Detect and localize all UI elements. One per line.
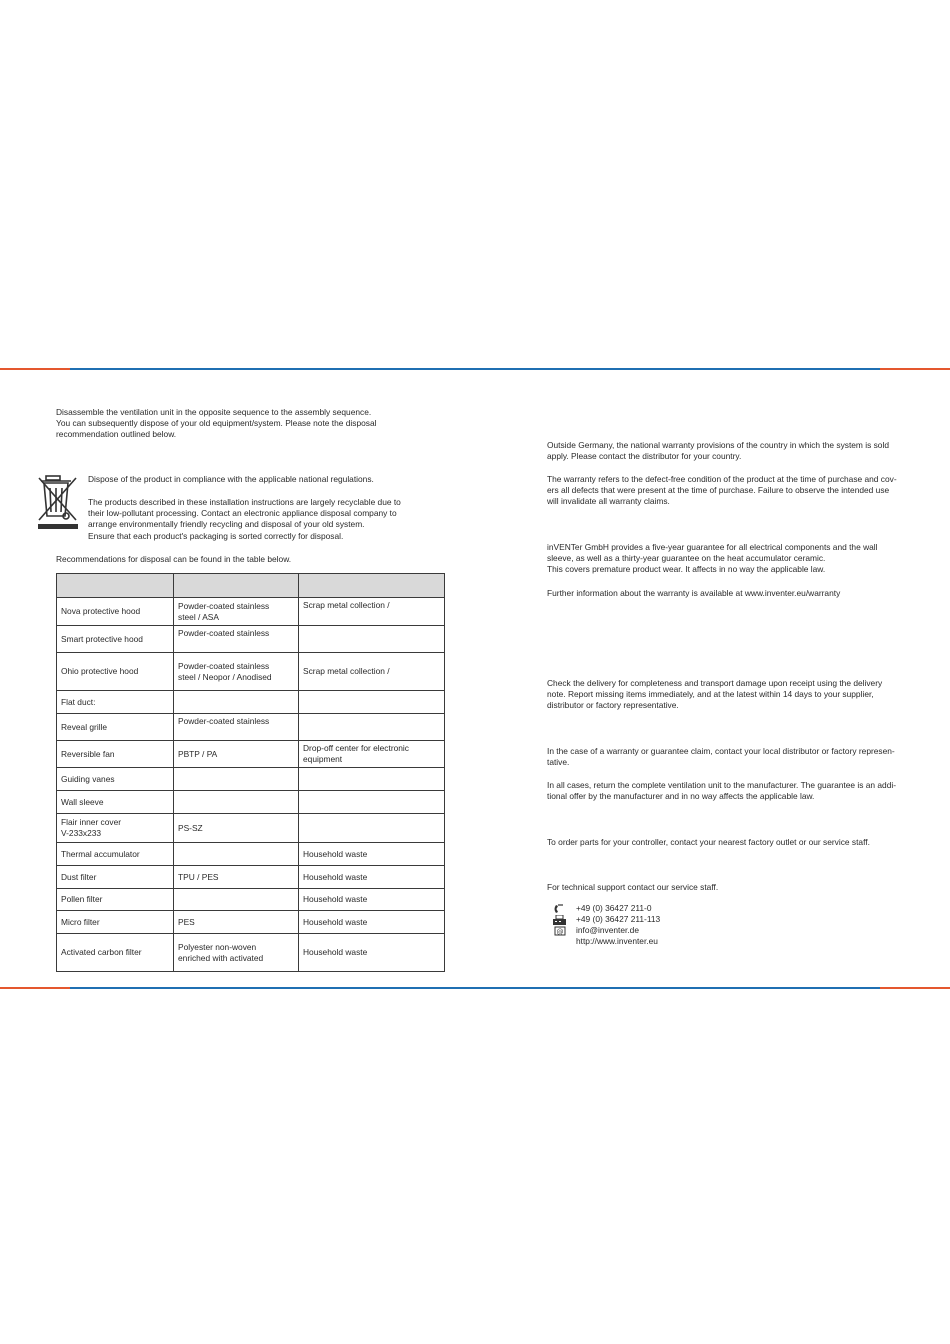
table-row (57, 843, 445, 866)
warranty-abroad: Outside Germany, the national warranty provisions of the country in which the system is sold apply. Please contact the distributor for your country. (547, 440, 889, 462)
table-row (57, 934, 445, 972)
table-cell-disposal (299, 714, 445, 741)
contact-email[interactable]: info@inventer.de (576, 925, 639, 935)
table-cell-material: PS-SZ (174, 814, 299, 843)
table-cell-material: Polyester non-woven enriched with activated (174, 934, 299, 972)
table-cell-disposal (299, 814, 445, 843)
table-cell-material: PES (174, 911, 299, 934)
table-cell-component: Reversible fan (57, 741, 174, 768)
table-cell-component: Dust filter (57, 866, 174, 889)
table-row (57, 691, 445, 714)
table-row (57, 653, 445, 691)
email-icon (552, 926, 568, 936)
contact-website[interactable]: http://www.inventer.eu (576, 936, 658, 946)
table-cell-disposal: Drop-off center for electronic equipment (299, 741, 445, 768)
table-cell-material: Powder-coated stainless steel / Neopor / Anodised (174, 653, 299, 691)
table-row (57, 791, 445, 814)
contact-web-row (552, 936, 660, 947)
table-cell-material: Powder-coated stainless (174, 714, 299, 741)
delivery-check: Check the delivery for completeness and transport damage upon receipt using the delivery note. Report missing items immediately, and at the latest within 14 days to your supplier, distributor or factory representative. (547, 678, 883, 711)
table-cell-material (174, 768, 299, 791)
crossed-out-bin-icon (36, 472, 80, 532)
table-row (57, 866, 445, 889)
table-cell-disposal (299, 626, 445, 653)
table-row (57, 626, 445, 653)
table-cell-material (174, 691, 299, 714)
phone-icon (552, 904, 568, 914)
guarantee-text: inVENTer GmbH provides a five-year guarantee for all electrical components and the wall sleeve, as well as a thirty-year guarantee on the heat accumulator ceramic. This covers premature product wear. It affects in no way the applicable law. (547, 542, 878, 575)
parts-order-text: To order parts for your controller, contact your nearest factory outlet or our service staff. (547, 837, 870, 847)
table-cell-component: Flair inner cover V-233x233 (57, 814, 174, 843)
bottom-rule (0, 987, 950, 989)
fax-icon (552, 915, 568, 925)
table-cell-component: Wall sleeve (57, 791, 174, 814)
contact-fax-row (552, 914, 660, 925)
table-cell-component: Smart protective hood (57, 626, 174, 653)
table-cell-disposal (299, 791, 445, 814)
disposal-regulations: Dispose of the product in compliance with the applicable national regulations. (88, 474, 374, 484)
contact-phone[interactable]: +49 (0) 36427 211-0 (576, 903, 652, 913)
table-cell-component: Thermal accumulator (57, 843, 174, 866)
table-cell-component: Reveal grille (57, 714, 174, 741)
warranty-info: Further information about the warranty is available at www.inventer.eu/warranty (547, 588, 841, 598)
warranty-defects: The warranty refers to the defect-free condition of the product at the time of purchase and cov- ers all defects that were present at the time of purchase. Failure to observe the intended use will invalidate all warranty claims. (547, 474, 897, 507)
table-cell-material: Powder-coated stainless (174, 626, 299, 653)
table-cell-component: Micro filter (57, 911, 174, 934)
table-intro: Recommendations for disposal can be found in the table below. (56, 554, 292, 564)
contact-block (552, 903, 660, 947)
table-cell-material (174, 889, 299, 911)
table-cell-disposal: Household waste (299, 934, 445, 972)
disposal-table (56, 573, 445, 972)
table-row (57, 768, 445, 791)
table-cell-material (174, 843, 299, 866)
disassembly-intro: Disassemble the ventilation unit in the opposite sequence to the assembly sequence. You can subsequently dispose of your old equipment/system. Please note the disposal recommendation outlined below. (56, 407, 377, 440)
table-row (57, 714, 445, 741)
table-cell-material: PBTP / PA (174, 741, 299, 768)
table-cell-disposal: Household waste (299, 889, 445, 911)
contact-phone-row (552, 903, 660, 914)
svg-text:@: @ (556, 927, 564, 936)
disposal-recycling-text: The products described in these installation instructions are largely recyclable due to their low-pollutant processing. Contact an electronic appliance disposal company to arrange environmentally friendly recycling and disposal of your old system. Ensure that each product's packaging is sorted correctly for disposal. (88, 497, 401, 541)
table-cell-disposal (299, 691, 445, 714)
table-cell-component: Guiding vanes (57, 768, 174, 791)
table-cell-disposal: Household waste (299, 843, 445, 866)
top-rule (0, 368, 950, 370)
table-cell-component: Ohio protective hood (57, 653, 174, 691)
claim-text: In the case of a warranty or guarantee claim, contact your local distributor or factory represen- tative. (547, 746, 895, 768)
table-row (57, 911, 445, 934)
table-cell-material: Powder-coated stainless steel / ASA (174, 598, 299, 626)
support-text: For technical support contact our service staff. (547, 882, 719, 892)
contact-email-row (552, 925, 660, 936)
return-text: In all cases, return the complete ventilation unit to the manufacturer. The guarantee is an addi- tional offer by the manufacturer and in no way affects the applicable law. (547, 780, 897, 802)
table-header-row (57, 574, 445, 598)
table-row (57, 889, 445, 911)
table-cell-component: Pollen filter (57, 889, 174, 911)
table-cell-component: Flat duct: (57, 691, 174, 714)
table-header-cell (174, 574, 299, 598)
table-row (57, 741, 445, 768)
table-header-cell (299, 574, 445, 598)
table-cell-disposal: Scrap metal collection / (299, 598, 445, 626)
table-cell-disposal: Household waste (299, 866, 445, 889)
table-header-cell (57, 574, 174, 598)
table-cell-material: TPU / PES (174, 866, 299, 889)
table-cell-disposal: Household waste (299, 911, 445, 934)
table-cell-disposal (299, 768, 445, 791)
table-cell-material (174, 791, 299, 814)
table-row (57, 598, 445, 626)
table-row (57, 814, 445, 843)
table-cell-disposal: Scrap metal collection / (299, 653, 445, 691)
table-cell-component: Activated carbon filter (57, 934, 174, 972)
contact-fax[interactable]: +49 (0) 36427 211-113 (576, 914, 661, 924)
table-cell-component: Nova protective hood (57, 598, 174, 626)
